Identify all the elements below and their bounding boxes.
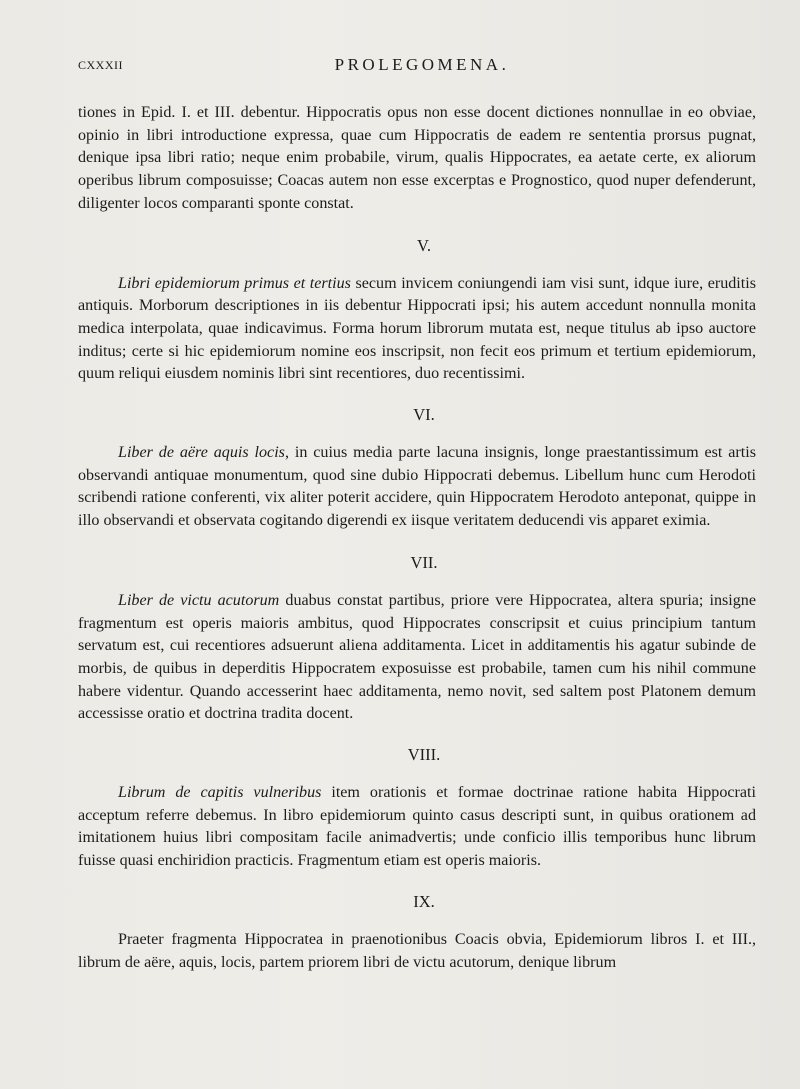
- paragraph: Librum de capitis vulneribus item orationis et formae doctrinae ratione habita Hippocrati acceptum referre debemus. In libro epidemiorum quinto casus descripti sunt, in quibus orationem ad imitationem huius libri compositam facile animadvertis; unde conficio illis temporibus hunc librum fuisse quasi enchiridion practicis. Fragmentum etiam est operis maioris.: [78, 784, 756, 870]
- paragraph: Liber de victu acutorum duabus constat partibus, priore vere Hippocratea, altera spuria; insigne fragmentum est operis maioris ambitus, quod Hippocrates conscripsit et cuius principium tantum servatum est, cui recentiores adsuerunt aliena additamenta. Licet in additamentis his agatur subinde de morbis, de quibus in deperditis Hippocratem exposuisse est probabile, tamen cum his nihil commune habere videntur. Quando accesserint haec additamenta, nemo novit, sed saltem post Platonem demum accessisse oratio et doctrina tradita docent.: [78, 591, 756, 723]
- section-heading: VI.: [413, 405, 435, 425]
- page-number: CXXXII: [78, 58, 123, 72]
- work-title: Librum de capitis vulneribus: [118, 784, 322, 802]
- paragraph: Liber de aëre aquis locis, in cuius media parte lacuna insignis, longe praestantissimum est artis observandi antiquae monumentum, quod sine dubio Hippocrati debemus. Libellum hunc cum Herodoti scribendi ratione conferenti, vix aliter poterit accidere, quin Hippocratem Herodoto anteponat, quippe in illo observandi et observata cogitando digerendi ex iisque veritatem deducendi vis apparet eximia.: [78, 444, 756, 530]
- page-title: PROLEGOMENA.: [334, 55, 510, 74]
- paragraph: Libri epidemiorum primus et tertius secum invicem coniungendi iam visi sunt, idque iure, eruditis antiquis. Morborum descriptiones in iis debentur Hippocrati ipsi; his autem accedunt nonnulla monita medica interpolata, quae indicavimus. Forma horum librorum mutata est, neque titulus ab ipso auctore inditus; certe si hic epidemiorum nomine eos inscripsit, non fecit eos primum et tertium epidemiorum, quum reliqui eiusdem nominis libri sint recentiores, duo recentissimi.: [78, 274, 756, 383]
- section-heading: VII.: [410, 552, 438, 572]
- work-title: Liber de victu acutorum: [118, 591, 280, 609]
- work-title: Libri epidemiorum primus et tertius: [118, 274, 351, 292]
- running-head: [78, 0, 756, 105]
- paragraph: Praeter fragmenta Hippocratea in praenotionibus Coacis obvia, Epidemiorum libros I. et III., librum de aëre, aquis, locis, partem priorem libri de victu acutorum, denique librum: [78, 930, 756, 971]
- work-title: Liber de aëre aquis locis: [118, 444, 285, 462]
- paragraph: tiones in Epid. I. et III. debentur. Hippocratis opus non esse docent dictiones nonnullae in eo obviae, opinio in libri introductione expressa, quae cum Hippocratis de eadem re sententia prorsus pugnat, denique ipsa libri ratio; neque enim probabile, virum, qualis Hippocrates, ea aetate certe, ex aliorum operibus librum composuisse; Coacas autem non esse excerptas e Prognostico, quod nuper defenderunt, diligenter locos comparanti sponte constat.: [78, 104, 756, 212]
- section-heading: V.: [417, 235, 431, 255]
- section-heading: VIII.: [407, 745, 441, 765]
- section-heading: IX.: [413, 891, 435, 911]
